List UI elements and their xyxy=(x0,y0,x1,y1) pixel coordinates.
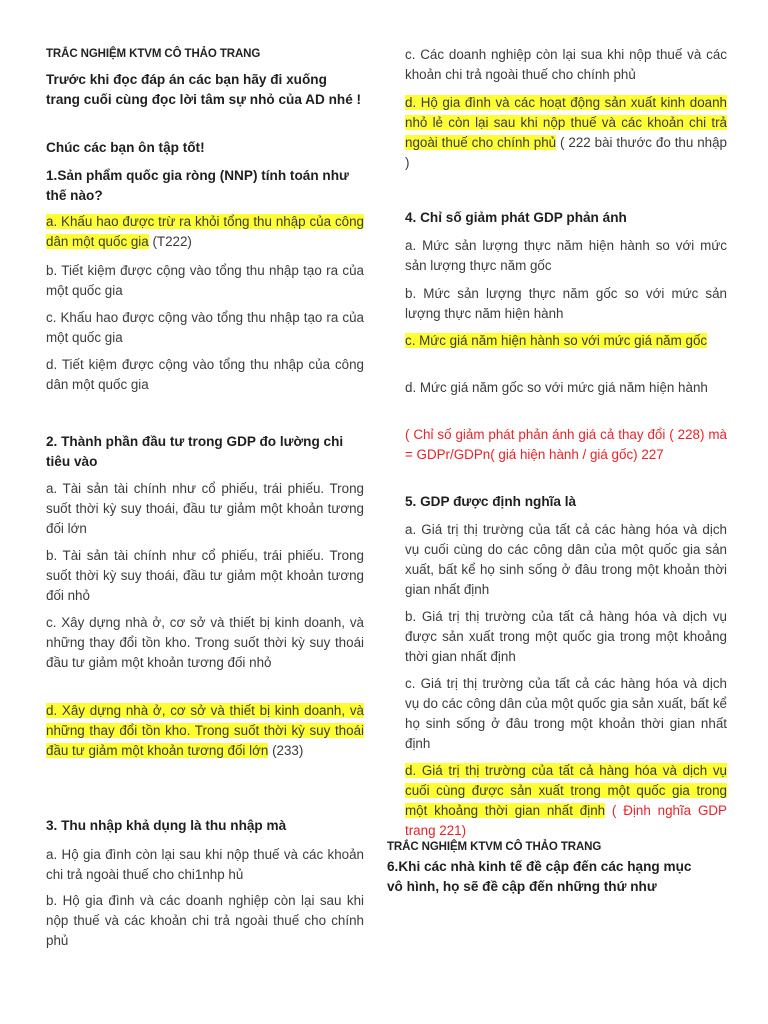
answer-reference: (T222) xyxy=(148,234,192,249)
question-4-title: 4. Chỉ số giảm phát GDP phản ánh xyxy=(405,210,627,225)
question-4-option-d: d. Mức giá năm gốc so với mức giá năm hiện hành xyxy=(405,380,708,395)
highlighted-answer: c. Mức giá năm hiện hành so với mức giá năm gốc xyxy=(405,333,708,348)
question-3-title: 3. Thu nhập khả dụng là thu nhập mà xyxy=(46,818,287,833)
question-1-title: 1.Sản phẩm quốc gia ròng (NNP) tính toán như thế nào? xyxy=(46,168,349,203)
question-2-option-d xyxy=(46,701,364,761)
question-1-option-d: d. Tiết kiệm được cộng vào tổng thu nhập của công dân một quốc gia xyxy=(46,357,364,392)
highlighted-answer: d. Hộ gia đình và các hoạt động sản xuất kinh doanh nhỏ lẻ còn lại sau khi nộp thuế và các khoản chi trả ngoài thuế cho chính phủ xyxy=(405,95,727,150)
question-3-option-d xyxy=(405,93,727,173)
question-4-option-a: a. Mức sản lượng thực năm hiện hành so với mức sản lượng thực năm gốc xyxy=(405,238,727,273)
question-5-option-a: a. Giá trị thị trường của tất cả các hàng hóa và dịch vụ cuối cùng do các công dân của một quốc gia sản xuất, bất kể họ sinh sống ở đâu trong một khoản thời gian nhất định xyxy=(405,522,727,597)
question-4-option-c xyxy=(405,331,727,351)
answer-reference: ( 222 bài thước đo thu nhập ) xyxy=(405,135,727,170)
question-2-title: 2. Thành phần đầu tư trong GDP đo lường chi tiêu vào xyxy=(46,434,344,469)
answer-reference: ( Định nghĩa GDP trang 221) xyxy=(405,803,727,838)
highlighted-answer: d. Xây dựng nhà ở, cơ sở và thiết bị kinh doanh, và những thay đổi tồn kho. Trong suốt thời kỳ suy thoái đầu tư giảm một khoản tương đối lớn xyxy=(46,703,364,758)
question-2-option-b: b. Tài sản tài chính như cổ phiếu, trái phiếu. Trong suốt thời kỳ suy thoái, đầu tư giảm một khoản tương đối nhỏ xyxy=(46,548,364,603)
question-5-option-c: c. Giá trị thị trường của tất cả các hàng hóa và dịch vụ do các công dân của một quốc gia sản xuất, bất kể họ sinh sống ở đâu trong một khoản thời gian nhất định xyxy=(405,676,727,751)
question-5-option-d xyxy=(405,761,727,841)
question-2-option-c: c. Xây dựng nhà ở, cơ sở và thiết bị kinh doanh, và những thay đổi tồn kho. Trong suốt thời kỳ suy thoái đầu tư giảm một khoản tương đối nhỏ xyxy=(46,615,364,670)
question-1-option-a xyxy=(46,212,364,252)
question-1-option-b: b. Tiết kiệm được cộng vào tổng thu nhập tạo ra của một quốc gia xyxy=(46,263,364,298)
document-header: TRẮC NGHIỆM KTVM CÔ THẢO TRANG xyxy=(46,48,261,60)
question-1-option-c: c. Khấu hao được cộng vào tổng thu nhập tạo ra của một quốc gia xyxy=(46,310,364,345)
question-2-option-a: a. Tài sản tài chính như cổ phiếu, trái phiếu. Trong suốt thời kỳ suy thoái, đầu tư giảm một khoản tương đối lớn xyxy=(46,481,364,536)
question-4-explanation: ( Chỉ số giảm phát phản ánh giá cả thay đổi ( 228) mà = GDPr/GDPn( giá hiện hành / giá gốc) 227 xyxy=(405,427,727,462)
question-3-option-c: c. Các doanh nghiệp còn lại sua khi nộp thuế và các khoản chi trả ngoài thuế cho chính phủ xyxy=(405,47,727,82)
question-3-option-b: b. Hộ gia đình và các doanh nghiệp còn lại sau khi nộp thuế và các khoản chi trả ngoài thuế cho chính phủ xyxy=(46,893,364,948)
intro-greeting: Chúc các bạn ôn tập tốt! xyxy=(46,140,205,155)
question-6-title: 6.Khi các nhà kinh tế đề cập đến các hạng mục vô hình, họ sẽ đề cập đến những thứ như xyxy=(387,859,692,894)
answer-reference: (233) xyxy=(268,743,304,758)
question-4-option-b: b. Mức sản lượng thực năm gốc so với mức sản lượng thực năm hiện hành xyxy=(405,286,727,321)
question-3-option-a: a. Hộ gia đình còn lại sau khi nộp thuế và các khoản chi trả ngoài thuế cho chi1nhp hủ xyxy=(46,847,364,882)
question-5-title: 5. GDP được định nghĩa là xyxy=(405,494,577,509)
question-5-option-b: b. Giá trị thị trường của tất cả hàng hóa và dịch vụ được sản xuất trong một quốc gia trong một khoảng thời gian nhất định xyxy=(405,609,727,664)
intro-note: Trước khi đọc đáp án các bạn hãy đi xuống trang cuối cùng đọc lời tâm sự nhỏ của AD nhé ! xyxy=(46,72,362,107)
highlighted-answer: a. Khấu hao được trừ ra khỏi tổng thu nhập của công dân một quốc gia xyxy=(46,214,364,249)
document-header-repeat: TRẮC NGHIỆM KTVM CÔ THẢO TRANG xyxy=(387,841,602,853)
highlighted-answer: d. Giá trị thị trường của tất cả hàng hóa và dịch vụ cuối cùng được sản xuất trong một quốc gia trong một khoảng thời gian nhất định xyxy=(405,763,727,818)
